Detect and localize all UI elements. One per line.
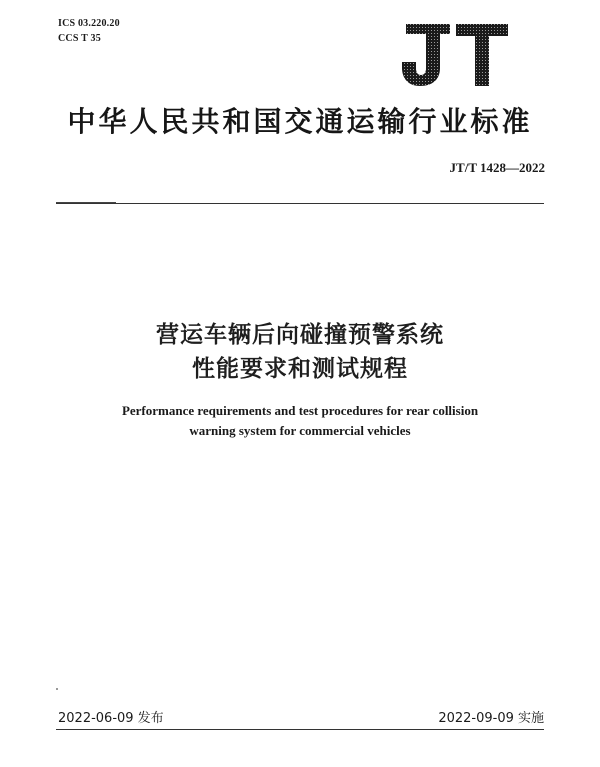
title-en-line2: warning system for commercial vehicles	[189, 423, 411, 438]
classification-codes	[58, 16, 120, 46]
ics-code: ICS 03.220.20	[58, 18, 120, 29]
header-rule	[56, 203, 544, 204]
implementation-date: 2022-09-09 实施	[438, 711, 544, 726]
issue-date: 2022-06-09 发布	[58, 711, 164, 726]
footer-rule	[56, 729, 544, 730]
ccs-code: CCS T 35	[58, 33, 101, 44]
title-en-line1: Performance requirements and test procedures for rear collision	[121, 403, 479, 418]
scan-mark	[56, 688, 58, 690]
standard-number: JT/T 1428—2022	[449, 160, 545, 175]
title-cn-line2: 性能要求和测试规程	[192, 356, 408, 382]
title-cn-line1: 营运车辆后向碰撞预警系统	[156, 322, 444, 348]
organization-name: 中华人民共和国交通运输行业标准	[67, 105, 533, 138]
jt-logo	[400, 20, 510, 88]
